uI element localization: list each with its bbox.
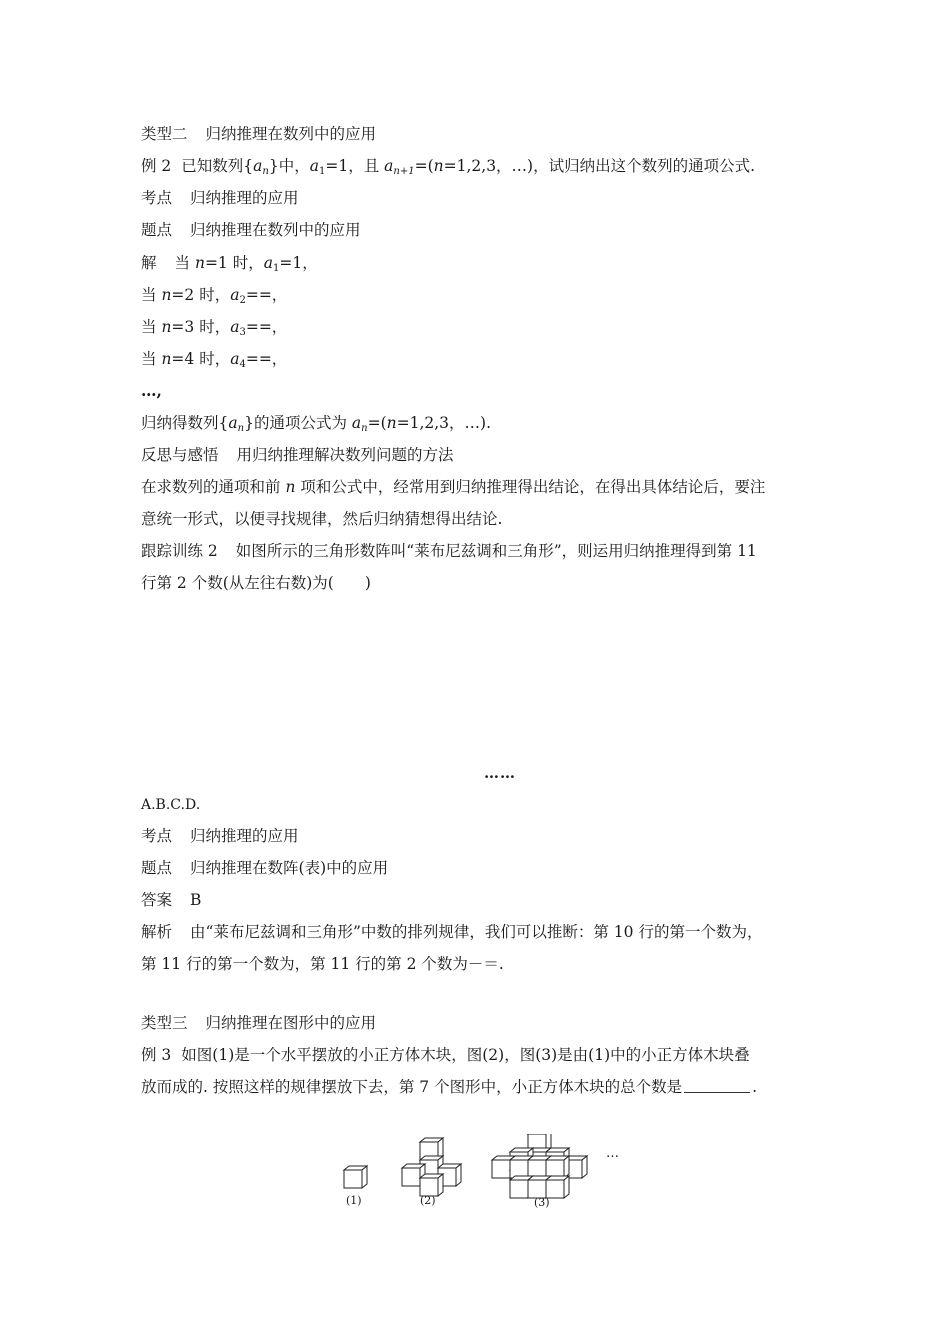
solution-text: 当 [141,286,162,304]
var-n: n [194,254,205,272]
example2-text: =( [414,157,434,175]
example3-text: 如图(1)是一个水平摆放的小正方体木块，图(2)，图(3)是由(1)中的小正方体木块叠 [181,1046,750,1064]
cube-figure-2 [402,1138,461,1196]
example2: 例 2 已知数列$\{a_n\}$中，$a_1=1$，且 $a_{n+1}=(n=1,2,3$，…)，试归纳出这个数列的通项公式. [141,157,756,177]
example2-text: =1，且 [325,157,385,175]
solution-text: ==， [245,286,288,304]
solution-text: =1， [279,254,318,272]
reflection-body-2: 意统一形式，以便寻找规律，然后归纳猜想得出结论. [141,510,503,528]
type3-label: 类型三 [141,1014,188,1032]
var-a: a [230,350,240,368]
var-a: a [263,254,273,272]
kaodian2-line [141,826,299,846]
var-n: n [433,157,444,175]
var-n: n [386,414,397,432]
reflection-label: 反思与感悟 [141,446,219,464]
figure-more: … [606,1146,619,1161]
cube-figures [330,1134,650,1220]
answer-value: B [190,891,202,909]
reflection-text: 在求数列的通项和前 [141,478,286,496]
var-a: a [230,286,240,304]
solution-line-2: 当 n=2 时，$a_2==$， [141,286,288,306]
analysis-line-2: 第 11 行的第一个数为，第 11 行的第 2 个数为－＝. [141,955,504,973]
example3-text: . [752,1078,758,1096]
cube-figure-3 [492,1134,587,1198]
example2-text: 已知数列{ [181,157,254,175]
kaodian2-label: 考点 [141,827,173,845]
example2-text: =1,2,3，…)，试归纳出这个数列的通项公式. [443,157,756,175]
var-n: n [161,350,172,368]
var-a: a [309,157,319,175]
solution-text: ==， [245,350,288,368]
solution-text: }的通项公式为 [244,414,352,432]
var-n: n [161,286,172,304]
tidian2-text: 归纳推理在数阵(表)中的应用 [190,859,389,877]
figure-caption-1: (1) [346,1194,362,1207]
sub-n: n [361,423,368,434]
reflection-text: 项和公式中，经常用到归纳推理得出结论，在得出具体结论后，要注 [295,478,766,496]
var-a: a [228,414,238,432]
triangle-ellipsis: …… [484,764,516,782]
tidian2-label: 题点 [141,859,173,877]
sub-n: n [262,166,269,177]
answer-line [141,890,201,910]
kaodian-label: 考点 [141,189,173,207]
var-a: a [384,157,394,175]
solution-line-4: 当 n=4 时，$a_4==$， [141,350,288,370]
kaodian-line [141,188,299,208]
var-a: a [230,318,240,336]
reflection-title: 用归纳推理解决数列问题的方法 [236,446,454,464]
var-n: n [285,478,296,496]
solution-text: =( [367,414,387,432]
tidian-text: 归纳推理在数列中的应用 [190,221,361,239]
example2-text: }中， [268,157,310,175]
answer-label: 答案 [141,891,173,909]
cube-figures-svg [330,1134,650,1220]
solution-text: =1 时， [204,254,264,272]
tidian-label: 题点 [141,221,173,239]
solution-text: =4 时， [171,350,231,368]
solution-text: =1,2,3，…). [396,414,492,432]
training2-text: 如图所示的三角形数阵叫“莱布尼兹调和三角形”，则运用归纳推理得到第 11 [235,542,757,560]
type2-title: 归纳推理在数列中的应用 [205,125,377,143]
example3-line-2 [141,1077,757,1097]
tidian2-line [141,858,388,878]
analysis-text: 由“莱布尼兹调和三角形”中数的排列规律，我们可以推断：第 10 行的第一个数为， [190,923,763,941]
example2-label: 例 2 [141,157,172,175]
cube-figure-1 [344,1166,367,1188]
tidian-line [141,220,361,240]
example3-line-1 [141,1045,750,1065]
solution-label: 解 [141,254,157,272]
kaodian2-text: 归纳推理的应用 [190,827,299,845]
solution-text: 当 [141,318,162,336]
analysis-line-1 [141,922,762,942]
example3-label: 例 3 [141,1046,172,1064]
figure-caption-2: (2) [420,1194,436,1207]
sub-n-plus-1: n+1 [393,166,415,177]
answer-blank[interactable] [684,1078,750,1093]
solution-text: ==， [245,318,288,336]
type3-title: 归纳推理在图形中的应用 [205,1014,377,1032]
type2-heading [141,124,376,144]
solution-conclusion [141,413,491,433]
solution-text: 归纳得数列{ [141,414,229,432]
solution-text: =3 时， [171,318,231,336]
reflection-heading [141,445,454,465]
sub-n: n [237,423,245,434]
options-line: A.B.C.D. [141,797,201,813]
type2-label: 类型二 [141,125,188,143]
kaodian-text: 归纳推理的应用 [190,189,299,207]
example3-text: 放而成的. 按照这样的规律摆放下去，第 7 个图形中，小正方体木块的总个数是 [141,1078,683,1096]
var-a: a [253,157,263,175]
solution-line-1: 解 当 n=1 时，$a_1=1$， [141,254,318,274]
figure-caption-3: (3) [534,1196,550,1209]
training2-line-2: 行第 2 个数(从左往右数)为( ) [141,574,371,592]
solution-text: =2 时， [171,286,231,304]
solution-dots: …, [141,381,162,400]
solution-line-3: 当 n=3 时，$a_3==$， [141,318,288,338]
var-n: n [161,318,172,336]
type3-heading [141,1013,376,1033]
solution-text: 当 [174,254,195,272]
training2-line-1 [141,541,757,561]
analysis-label: 解析 [141,923,173,941]
training2-label: 跟踪训练 2 [141,542,218,560]
var-a: a [351,414,362,432]
solution-text: 当 [141,350,162,368]
reflection-body-1 [141,477,765,497]
